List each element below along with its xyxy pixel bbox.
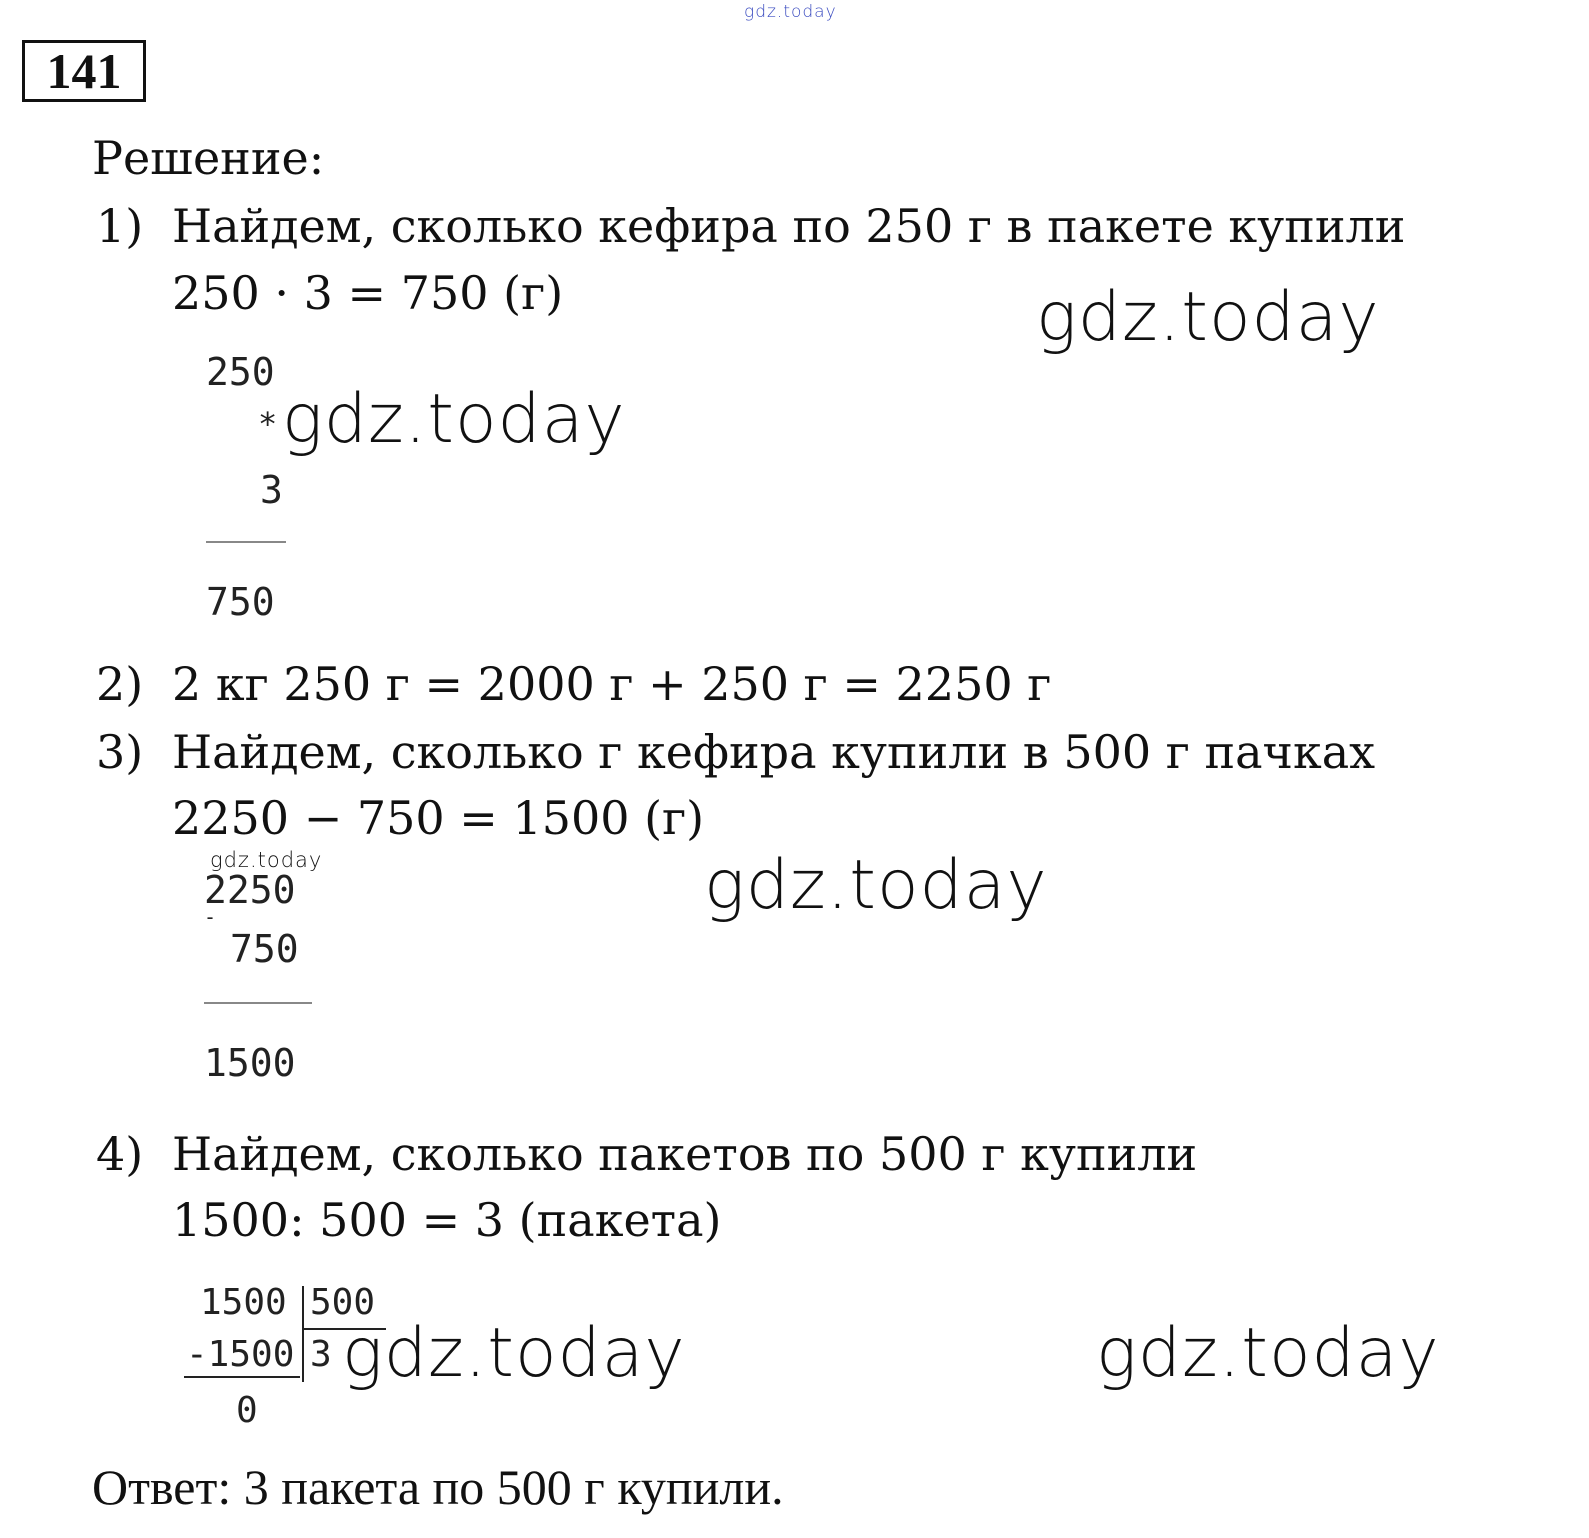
mult-bottom: 3 <box>260 468 283 512</box>
watermark-6: gdz.today <box>1096 1314 1440 1393</box>
watermark-4: gdz.today <box>704 846 1048 925</box>
watermark-3: gdz.today <box>210 848 323 872</box>
mult-result: 750 <box>206 580 275 624</box>
step-4-label: 4) <box>96 1127 144 1181</box>
step-1-text: Найдем, сколько кефира по 250 г в пакете купили <box>172 199 1406 253</box>
step-1-expression: 250 · 3 = 750 (г) <box>172 266 564 320</box>
sub-result: 1500 <box>204 1041 296 1085</box>
watermark-1: gdz.today <box>1036 278 1380 357</box>
div-remainder: 0 <box>236 1390 258 1431</box>
sub-top: 2250 <box>204 868 296 912</box>
sub-bottom: 750 <box>230 927 299 971</box>
step-3-text: Найдем, сколько г кефира купили в 500 г пачках <box>172 725 1376 779</box>
watermark-5: gdz.today <box>342 1314 686 1393</box>
solution-heading: Решение: <box>92 131 325 185</box>
sub-operator: - <box>204 905 217 929</box>
step-3-expression: 2250 − 750 = 1500 (г) <box>172 791 705 845</box>
sub-line <box>204 1002 312 1004</box>
step-1-label: 1) <box>96 199 144 253</box>
step-4-text: Найдем, сколько пакетов по 500 г купили <box>172 1127 1198 1181</box>
div-quotient: 3 <box>310 1334 332 1375</box>
mult-top: 250 <box>206 350 275 394</box>
step-2-label: 2) <box>96 657 144 711</box>
step-2-text: 2 кг 250 г = 2000 г + 250 г = 2250 г <box>172 657 1052 711</box>
div-vertical-line <box>302 1286 304 1382</box>
answer: Ответ: 3 пакета по 500 г купили. <box>92 1459 784 1515</box>
step-3-label: 3) <box>96 725 144 779</box>
mult-line <box>206 541 286 543</box>
watermark-top: gdz.today <box>744 2 837 22</box>
problem-number: 141 <box>22 40 146 102</box>
div-result-line <box>184 1376 300 1378</box>
div-subtrahend: -1500 <box>186 1334 295 1375</box>
mult-operator: * <box>258 405 278 443</box>
step-4-expression: 1500: 500 = 3 (пакета) <box>172 1193 722 1247</box>
div-divisor: 500 <box>310 1282 376 1323</box>
div-dividend: 1500 <box>200 1282 287 1323</box>
watermark-2: gdz.today <box>282 380 626 459</box>
